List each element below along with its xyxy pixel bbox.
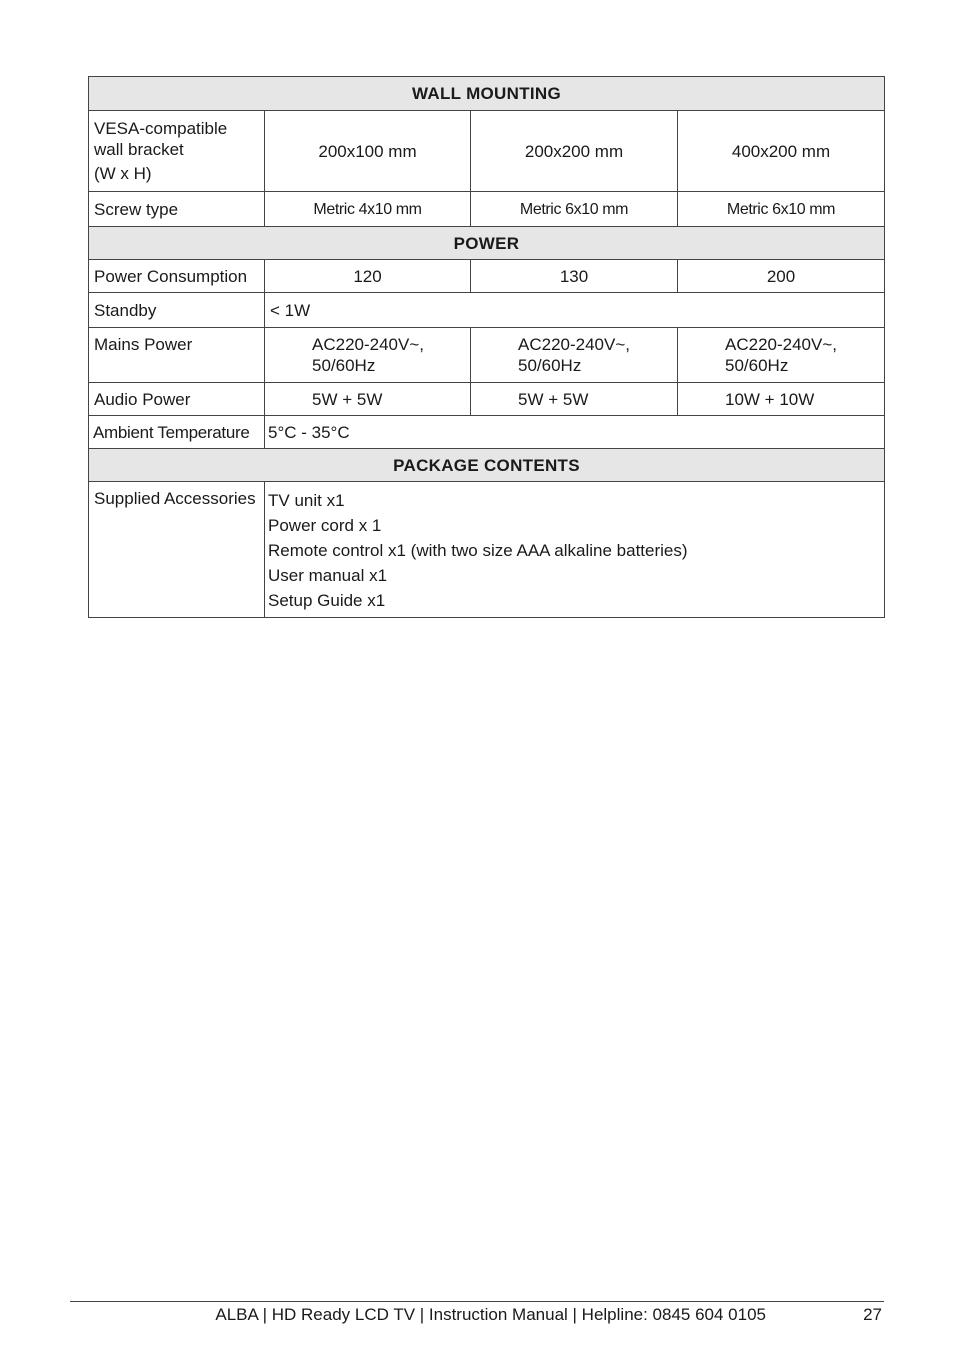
- cell-value: 130: [471, 260, 678, 293]
- footer-text: ALBA | HD Ready LCD TV | Instruction Manual | Helpline: 0845 604 0105: [215, 1305, 766, 1324]
- cell-value: 400x200 mm: [678, 111, 885, 192]
- specifications-table: [88, 76, 885, 618]
- list-item: Remote control x1 (with two size AAA alkaline batteries): [268, 541, 688, 560]
- row-label-accessories: Supplied Accessories: [89, 482, 265, 618]
- list-item: Setup Guide x1: [268, 591, 386, 610]
- cell-value: [678, 328, 885, 383]
- table-row-ambient: [89, 416, 885, 449]
- label-line: wall bracket: [94, 140, 184, 159]
- cell-value: [265, 328, 471, 383]
- table-row-accessories: [89, 482, 885, 618]
- list-item: TV unit x1: [268, 491, 345, 510]
- table-row-audio: [89, 383, 885, 416]
- label-line: (W x H): [94, 164, 152, 183]
- cell-value: 5°C - 35°C: [265, 416, 885, 449]
- cell-value: Metric 6x10 mm: [678, 192, 885, 227]
- table-row-mains: [89, 328, 885, 383]
- section-header-row: [89, 449, 885, 482]
- accessories-list: [265, 482, 885, 618]
- list-item: User manual x1: [268, 566, 388, 585]
- value-line: 50/60Hz: [312, 356, 376, 375]
- section-title-package-contents: PACKAGE CONTENTS: [89, 449, 885, 482]
- row-label-vesa: [89, 111, 265, 192]
- cell-value: 5W + 5W: [265, 383, 471, 416]
- cell-value: 5W + 5W: [471, 383, 678, 416]
- value-line: AC220-240V~,: [725, 335, 837, 354]
- row-label-standby: Standby: [89, 293, 265, 328]
- cell-value: Metric 4x10 mm: [265, 192, 471, 227]
- table-row-screw: [89, 192, 885, 227]
- table-row-consumption: [89, 260, 885, 293]
- cell-value: 200x100 mm: [265, 111, 471, 192]
- row-label-mains: Mains Power: [89, 328, 265, 383]
- cell-value: 120: [265, 260, 471, 293]
- cell-value: < 1W: [265, 293, 885, 328]
- row-label-ambient: Ambient Temperature: [89, 416, 265, 449]
- value-line: 50/60Hz: [725, 356, 789, 375]
- cell-value: 10W + 10W: [678, 383, 885, 416]
- row-label-audio: Audio Power: [89, 383, 265, 416]
- value-line: AC220-240V~,: [312, 335, 424, 354]
- label-line: VESA-compatible: [94, 119, 228, 138]
- cell-value: 200: [678, 260, 885, 293]
- section-title-power: POWER: [89, 227, 885, 260]
- cell-value: Metric 6x10 mm: [471, 192, 678, 227]
- table-row-vesa: [89, 111, 885, 192]
- section-header-row: [89, 77, 885, 111]
- row-label-consumption: Power Consumption: [89, 260, 265, 293]
- list-item: Power cord x 1: [268, 516, 382, 535]
- value-line: 50/60Hz: [518, 356, 582, 375]
- cell-value: [471, 328, 678, 383]
- row-label-screw: Screw type: [89, 192, 265, 227]
- section-title-wall-mounting: WALL MOUNTING: [89, 77, 885, 111]
- cell-value: 200x200 mm: [471, 111, 678, 192]
- value-line: AC220-240V~,: [518, 335, 630, 354]
- page-number: 27: [863, 1305, 882, 1324]
- table-row-standby: [89, 293, 885, 328]
- section-header-row: [89, 227, 885, 260]
- footer-divider: [70, 1301, 884, 1302]
